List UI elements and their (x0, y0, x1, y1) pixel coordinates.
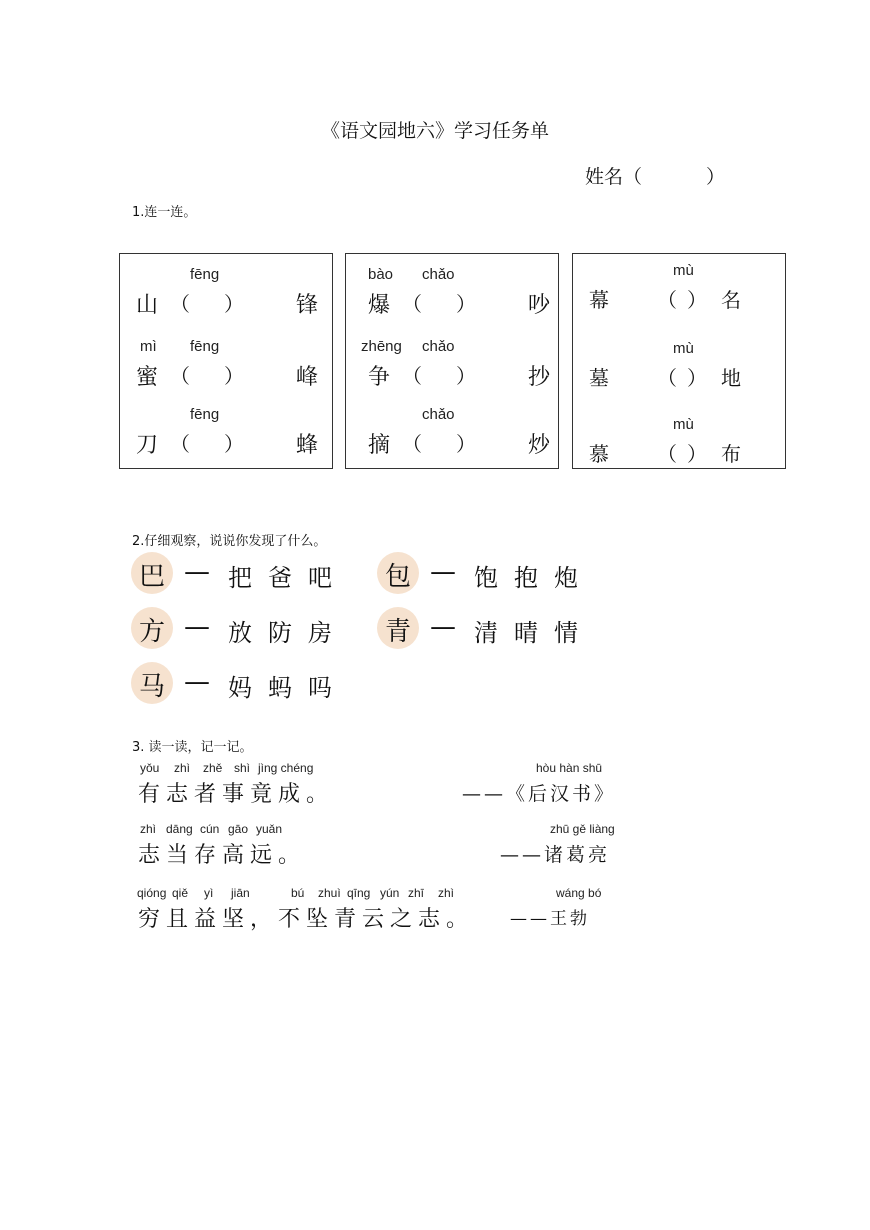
quote-text: 志当存高远。 (138, 843, 307, 868)
quote-text: 穷且益坚，不坠青云之志。 (138, 907, 475, 932)
dash: — (430, 612, 456, 642)
right-char[interactable]: 吵 (528, 293, 551, 318)
right-char[interactable]: 名 (721, 288, 741, 312)
right-char[interactable]: 炒 (528, 433, 551, 458)
name-field[interactable] (585, 162, 725, 189)
pinyin: fēng (190, 266, 220, 283)
left-char[interactable]: 墓 (589, 366, 609, 390)
pinyin: zhě (203, 761, 223, 775)
pinyin: mù (673, 416, 694, 433)
paren-close: ） (687, 442, 707, 466)
pinyin: chǎo (422, 338, 455, 355)
pinyin: mì (140, 338, 157, 355)
dash: — (184, 557, 210, 587)
right-char[interactable]: 蜂 (296, 433, 319, 458)
q3-heading: 3. 读一读，记一记。 (132, 740, 253, 755)
quote-text: 有志者事竟成。 (138, 782, 335, 807)
match-row (346, 266, 558, 326)
pinyin: cún (200, 822, 220, 836)
match-row (573, 416, 785, 476)
paren-open: （ (170, 292, 190, 316)
pinyin: yuǎn (256, 822, 283, 836)
match-row (573, 340, 785, 400)
pinyin: yì (204, 886, 214, 900)
derived-chars: 清晴情 (474, 619, 594, 647)
pinyin: gāo (228, 822, 249, 836)
paren-close: ） (456, 292, 476, 316)
derived-chars: 饱抱炮 (474, 564, 594, 592)
pinyin: fēng (190, 406, 220, 423)
paren-open: （ (657, 366, 677, 390)
paren-open: （ (170, 364, 190, 388)
match-row (346, 406, 558, 466)
base-char: 马 (139, 672, 166, 702)
match-row (346, 338, 558, 398)
paren-open: （ (657, 288, 677, 312)
paren-close: ） (687, 366, 707, 390)
left-char[interactable]: 刀 (136, 433, 159, 458)
paren-close: ） (224, 364, 244, 388)
paren-close: ） (687, 288, 707, 312)
q1-heading: 1.连一连。 (132, 205, 197, 220)
paren-open: （ (402, 292, 422, 316)
base-char: 方 (139, 617, 166, 647)
right-char[interactable]: 抄 (528, 365, 551, 390)
paren-close: ） (456, 432, 476, 456)
base-char: 巴 (139, 562, 166, 592)
pinyin: zhì (438, 886, 455, 900)
base-char: 青 (385, 617, 412, 647)
pinyin: chǎo (422, 266, 455, 283)
paren-open: （ (657, 442, 677, 466)
match-row (120, 338, 332, 398)
base-char: 包 (385, 562, 412, 592)
pinyin: bú (291, 886, 305, 900)
quote-source: ——《后汉书》 (462, 783, 617, 805)
left-char[interactable]: 山 (136, 293, 159, 318)
pinyin: jìng chéng (258, 761, 314, 775)
right-char[interactable]: 地 (721, 366, 741, 390)
quote-source: ——王勃 (510, 909, 590, 929)
pinyin: fēng (190, 338, 220, 355)
derived-chars: 把爸吧 (228, 564, 348, 592)
match-row (120, 406, 332, 466)
pinyin: mù (673, 340, 694, 357)
paren-open: （ (170, 432, 190, 456)
page-title: 《语文园地六》学习任务单 (320, 120, 549, 142)
pinyin: shì (234, 761, 251, 775)
derived-chars: 放防房 (228, 619, 348, 647)
left-char[interactable]: 争 (368, 365, 391, 390)
derived-chars: 妈蚂吗 (228, 674, 348, 702)
paren-close: ） (224, 292, 244, 316)
match-row (573, 262, 785, 322)
pinyin: chǎo (422, 406, 455, 423)
pinyin: yún (380, 886, 400, 900)
source-pinyin: zhū gě liàng (550, 822, 615, 836)
right-char[interactable]: 布 (721, 442, 741, 466)
name-close: ） (706, 166, 726, 188)
source-pinyin: hòu hàn shū (536, 761, 603, 775)
pinyin: yǒu (140, 761, 160, 775)
left-char[interactable]: 幕 (589, 288, 609, 312)
paren-close: ） (224, 432, 244, 456)
paren-open: （ (402, 364, 422, 388)
name-label: 姓名（ (585, 166, 643, 188)
pinyin: qiě (172, 886, 189, 900)
right-char[interactable]: 峰 (296, 365, 319, 390)
dash: — (184, 667, 210, 697)
match-box-3 (572, 253, 786, 469)
left-char[interactable]: 慕 (589, 442, 609, 466)
quote-source: ——诸葛亮 (500, 844, 611, 866)
pinyin: zhuì (318, 886, 341, 900)
paren-open: （ (402, 432, 422, 456)
pinyin: zhì (174, 761, 191, 775)
left-char[interactable]: 爆 (368, 293, 391, 318)
source-pinyin: wáng bó (556, 886, 602, 900)
match-row (120, 266, 332, 326)
pinyin: dāng (166, 822, 193, 836)
pinyin: bào (368, 266, 394, 283)
left-char[interactable]: 摘 (368, 433, 391, 458)
match-box-2 (345, 253, 559, 469)
pinyin: mù (673, 262, 694, 279)
pinyin: qīng (347, 886, 371, 900)
dash: — (184, 612, 210, 642)
left-char[interactable]: 蜜 (136, 365, 159, 390)
pinyin: zhēng (361, 338, 402, 355)
paren-close: ） (456, 364, 476, 388)
pinyin: jiān (231, 886, 250, 900)
q2-heading: 2.仔细观察，说说你发现了什么。 (132, 534, 327, 549)
pinyin: qióng (137, 886, 167, 900)
pinyin: zhī (408, 886, 425, 900)
right-char[interactable]: 锋 (296, 293, 319, 318)
dash: — (430, 557, 456, 587)
pinyin: zhì (140, 822, 157, 836)
match-box-1 (119, 253, 333, 469)
